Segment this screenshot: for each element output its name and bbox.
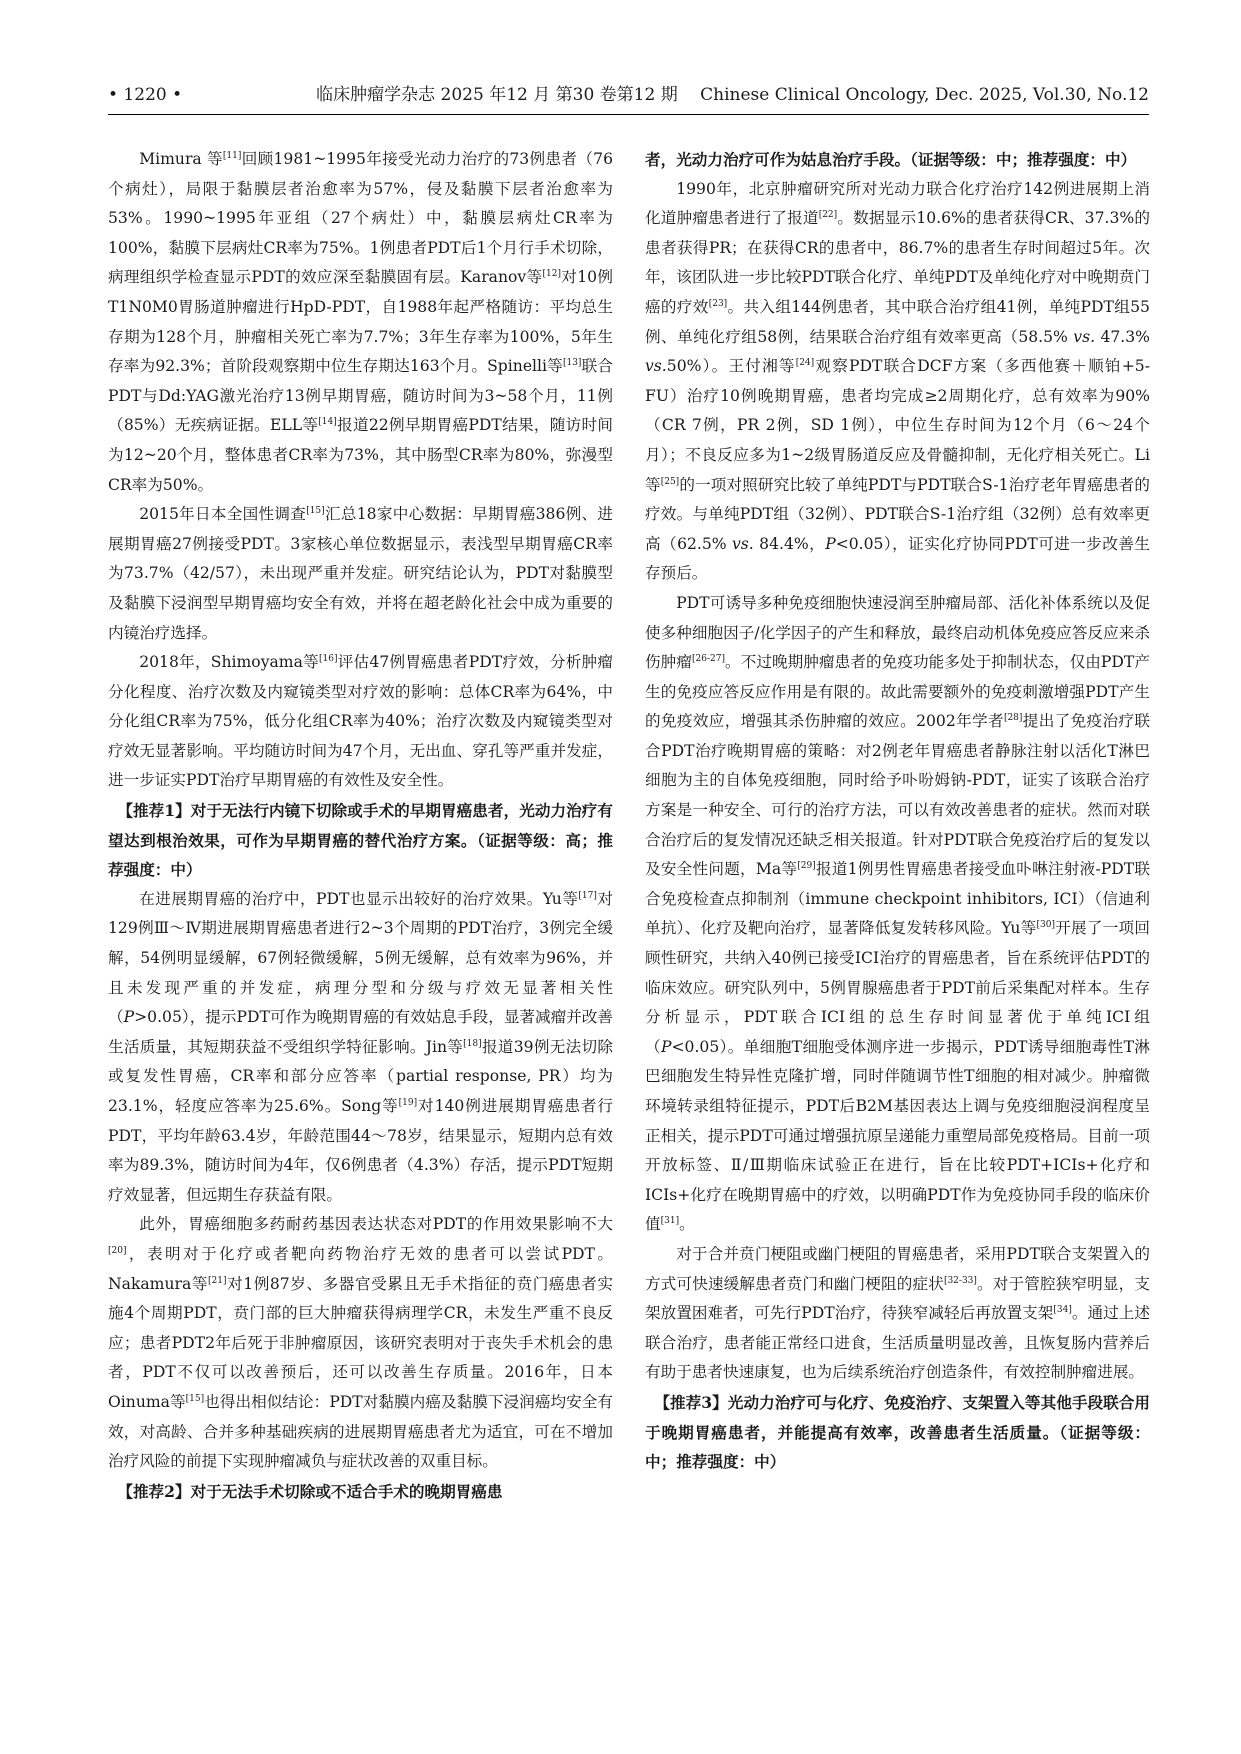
body-paragraph: 2018年，Shimoyama等[16]评估47例胃癌患者PDT疗效，分析肿瘤分化程度、治疗次数及内窥镜类型对疗效的影响：总体CR率为64%，中分化组CR率为75%，低分化组CR率为40%；治疗次数及内窥镜类型对疗效无显著影响。平均随访时间为47个月，无出血、穿孔等严重并发症，进一步证实PDT治疗早期胃癌的有效性及安全性。 bbox=[108, 653, 613, 790]
body-paragraph: 在进展期胃癌的治疗中，PDT也显示出较好的治疗效果。Yu等[17]对129例Ⅲ～Ⅳ期进展期胃癌患者进行2~3个周期的PDT治疗，3例完全缓解，54例明显缓解，67例轻微缓解，5例无缓解，总有效率为96%，并且未发现严重的并发症，病理分型和分级与疗效无显著相关性（P>0.05），提示PDT可作为晚期胃癌的有效姑息手段，显著减瘤并改善生活质量，其短期获益不受组织学特征影响。Jin等[18]报道39例无法切除或复发性胃癌，CR率和部分应答率（partial response, PR）均为23.1%，轻度应答率为25.6%。Song等[19]对140例进展期胃癌患者行PDT，平均年龄63.4岁，年龄范围44～78岁，结果显示，短期内总有效率为89.3%，随访时间为4年，仅6例患者（4.3%）存活，提示PDT短期疗效显著，但远期生存获益有限。 bbox=[108, 889, 614, 1204]
right-column bbox=[645, 145, 1150, 1477]
body-paragraph: Mimura 等[11]回顾1981~1995年接受光动力治疗的73例患者（76个病灶），局限于黏膜层者治愈率为57%，侵及黏膜下层者治愈率为53%。1990~1995年亚组（27个病灶）中，黏膜层病灶CR率为100%，黏膜下层病灶CR率为75%。1例患者PDT后1个月行手术切除，病理组织学检查显示PDT的效应深至黏膜固有层。Karanov等[12]对10例T1N0M0胃肠道肿瘤进行HpD-PDT，自1988年起严格随访：平均总生存期为128个月，肿瘤相关死亡率为7.7%；3年生存率为100%，5年生存率为92.3%；首阶段观察期中位生存期达163个月。Spinelli等[13]联合PDT与Dd:YAG激光治疗13例早期胃癌，随访时间为3~58个月，11例（85%）无疾病证据。ELL等[14]报道22例早期胃癌PDT结果，随访时间为12~20个月，整体患者CR率为73%，其中肠型CR率为80%，弥漫型CR率为50%。 bbox=[108, 150, 614, 494]
recommendation-paragraph: 【推荐2】对于无法手术切除或不适合手术的晚期胃癌患 bbox=[117, 1481, 503, 1501]
body-paragraph: 此外，胃癌细胞多药耐药基因表达状态对PDT的作用效果影响不大[20]，表明对于化疗或者靶向药物治疗无效的患者可以尝试PDT。Nakamura等[21]对1例87岁、多器官受累且无手术指征的贲门癌患者实施4个周期PDT，贲门部的巨大肿瘤获得病理学CR，未发生严重不良反应；患者PDT2年后死于非肿瘤原因，该研究表明对于丧失手术机会的患者，PDT不仅可以改善预后，还可以改善生存质量。2016年，日本Oinuma等[15]也得出相似结论：PDT对黏膜内癌及黏膜下浸润癌均安全有效，对高龄、合并多种基础疾病的进展期胃癌患者尤为适宜，可在不增加治疗风险的前提下实现肿瘤减负与症状改善的双重目标。 bbox=[108, 1215, 613, 1471]
recommendation-paragraph: 【推荐3】光动力治疗可与化疗、免疫治疗、支架置入等其他手段联合用于晚期胃癌患者，并能提高有效率，改善患者生活质量。（证据等级：中；推荐强度：中） bbox=[645, 1392, 1150, 1472]
recommendation-paragraph: 【推荐1】对于无法行内镜下切除或手术的早期胃癌患者，光动力治疗有望达到根治效果，可作为早期胃癌的替代治疗方案。（证据等级：高；推荐强度：中） bbox=[108, 801, 613, 880]
body-paragraph: 2015年日本全国性调查[15]汇总18家中心数据：早期胃癌386例、进展期胃癌27例接受PDT。3家核心单位数据显示，表浅型早期胃癌CR率为73.7%（42/57），未出现严重并发症。研究结论认为，PDT对黏膜型及黏膜下浸润型早期胃癌均安全有效，并将在超老龄化社会中成为重要的内镜治疗选择。 bbox=[108, 505, 614, 642]
header-rule bbox=[108, 114, 1149, 115]
page-header bbox=[108, 80, 1149, 110]
recommendation-paragraph: 者，光动力治疗可作为姑息治疗手段。（证据等级：中；推荐强度：中） bbox=[645, 150, 1137, 169]
left-column bbox=[108, 145, 613, 1506]
body-paragraph: 1990年，北京肿瘤研究所对光动力联合化疗治疗142例进展期上消化道肿瘤患者进行了报道[22]。数据显示10.6%的患者获得CR、37.3%的患者获得PR；在获得CR的患者中，86.7%的患者生存时间超过5年。次年，该团队进一步比较PDT联合化疗、单纯PDT及单纯化疗对中晚期贲门癌的疗效[23]。共入组144例患者，其中联合治疗组41例，单纯PDT组55例、单纯化疗组58例，结果联合治疗组有效率更高（58.5% vs. 47.3% vs.50%）。王付湘等[24]观察PDT联合DCF方案（多西他赛＋顺铂+5-FU）治疗10例晚期胃癌，患者均完成≥2周期化疗，总有效率为90%（CR 7例，PR 2例，SD 1例），中位生存时间为12个月（6～24个月）；不良反应多为1~2级胃肠道反应及骨髓抑制，无化疗相关死亡。Li等[25]的一项对照研究比较了单纯PDT与PDT联合S-1治疗老年胃癌患者的疗效。与单纯PDT组（32例）、PDT联合S-1治疗组（32例）总有效率更高（62.5% vs. 84.4%，P<0.05），证实化疗协同PDT可进一步改善生存预后。 bbox=[645, 179, 1150, 583]
body-paragraph: 对于合并贲门梗阻或幽门梗阻的胃癌患者，采用PDT联合支架置入的方式可快速缓解患者贲门和幽门梗阻的症状[32-33]。对于管腔狭窄明显，支架放置困难者，可先行PDT治疗，待狭窄减轻后再放置支架[34]。通过上述联合治疗，患者能正常经口进食，生活质量明显改善，且恢复肠内营养后有助于患者快速康复，也为后续系统治疗创造条件，有效控制肿瘤进展。 bbox=[645, 1244, 1150, 1382]
page-number: • 1220 • bbox=[108, 85, 183, 105]
body-paragraph: PDT可诱导多种免疫细胞快速浸润至肿瘤局部、活化补体系统以及促使多种细胞因子/化学因子的产生和释放，最终启动机体免疫应答反应来杀伤肿瘤[26-27]。不过晚期肿瘤患者的免疫功能多处于抑制状态，仅由PDT产生的免疫应答反应作用是有限的。故此需要额外的免疫刺激增强PDT产生的免疫效应，增强其杀伤肿瘤的效应。2002年学者[28]提出了免疫治疗联合PDT治疗晚期胃癌的策略：对2例老年胃癌患者静脉注射以活化T淋巴细胞为主的自体免疫细胞，同时给予卟吩姆钠-PDT，证实了该联合治疗方案是一种安全、可行的治疗方法，可以有效改善患者的症状。然而对联合治疗后的复发情况还缺乏相关报道。针对PDT联合免疫治疗后的复发以及安全性问题，Ma等[29]报道1例男性胃癌患者接受血卟啉注射液-PDT联合免疫检查点抑制剂（immune checkpoint inhibitors, ICI）（信迪利单抗）、化疗及靶向治疗，显著降低复发转移风险。Yu等[30]开展了一项回顾性研究，共纳入40例已接受ICI治疗的胃癌患者，旨在系统评估PDT的临床效应。研究队列中，5例胃腺癌患者于PDT前后采集配对样本。生存分析显示，PDT联合ICI组的总生存时间显著优于单纯ICI组（P<0.05）。单细胞T细胞受体测序进一步揭示，PDT诱导细胞毒性T淋巴细胞发生特异性克隆扩增，同时伴随调节性T细胞的相对减少。肿瘤微环境转录组特征提示，PDT后B2M基因表达上调与免疫细胞浸润程度呈正相关，提示PDT可通过增强抗原呈递能力重塑局部免疫格局。目前一项开放标签、Ⅱ/Ⅲ期临床试验正在进行，旨在比较PDT+ICIs+化疗和ICIs+化疗在晚期胃癌中的疗效，以明确PDT作为免疫协同手段的临床价值[31]。 bbox=[645, 593, 1151, 1234]
journal-running-title: 临床肿瘤学杂志 2025 年12 月 第30 卷第12 期 Chinese Clinical Oncology, Dec. 2025, Vol.30, No.12 bbox=[316, 85, 1149, 105]
